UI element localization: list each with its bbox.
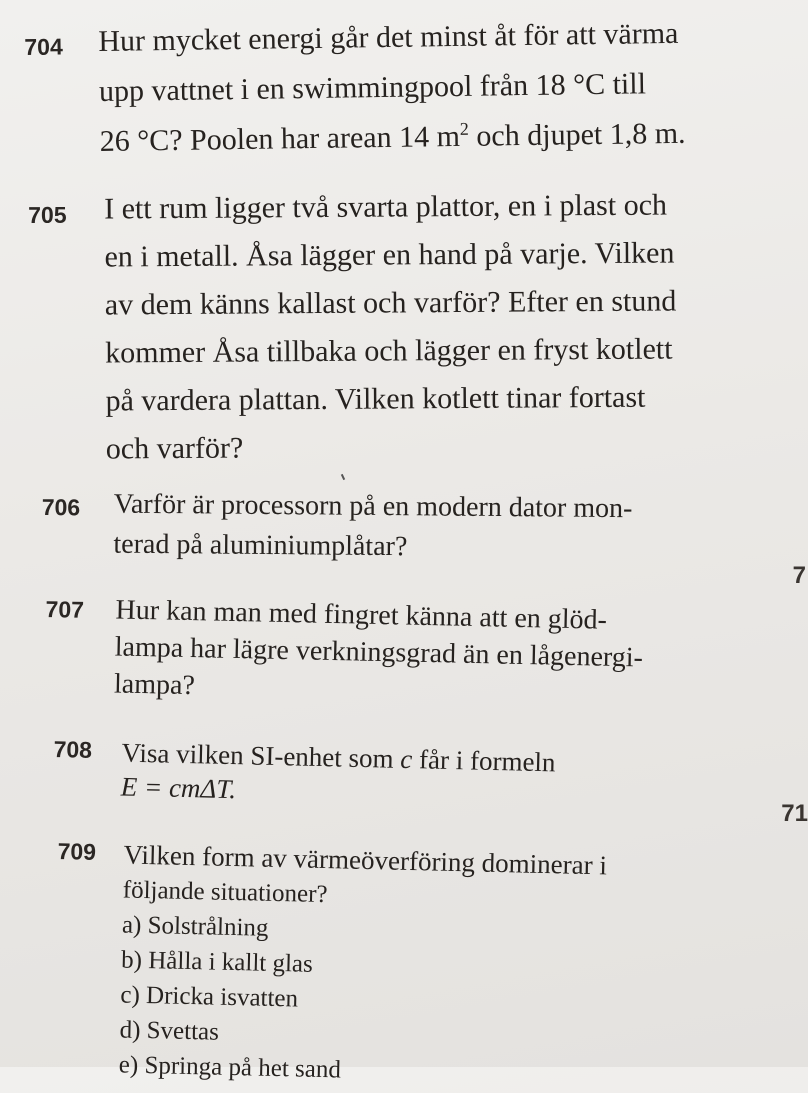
math-variable: c (400, 743, 413, 775)
problem-text-line: 26 °C? Poolen har arean 14 $m^2$ och djupet 1,8 m. (99, 116, 686, 158)
problem-number: 705 (28, 201, 67, 228)
problem-text-line: på vardera plattan. Vilken kotlett tinar fortast (105, 380, 646, 418)
problem-text-line: Visa vilken SI-enhet som c får i formeln (121, 737, 556, 778)
superscript: 2 (459, 118, 469, 139)
problem-number: 704 (24, 33, 63, 60)
problem-text-line: kommer Åsa tillbaka och lägger en fryst kotlett (105, 332, 673, 370)
problem-text-line: Varför är processorn på en modern dator mon- (113, 488, 633, 525)
list-item: b) Hålla i kallt glas (120, 946, 314, 978)
problem-text-line: en i metall. Åsa lägger en hand på varje. Vilken (104, 236, 675, 274)
margin-number: 7 (792, 562, 806, 589)
list-item: a) Solstrålning (121, 911, 269, 942)
problem-text-line: Vilken form av värmeöverföring dominerar i (123, 839, 608, 881)
ink-mark (341, 474, 345, 480)
problem-text-line: av dem känns kallast och varför? Efter en stund (104, 284, 677, 322)
problem-number: 706 (41, 493, 81, 521)
problem-text-line: och varför? (105, 431, 244, 466)
problem-text-line: I ett rum ligger två svarta plattor, en i plast och (104, 188, 668, 226)
problem-text-line: lampa har lägre verkningsgrad än en lågenergi- (114, 631, 644, 674)
margin-number: 71 (781, 800, 808, 827)
problem-text-line: Hur mycket energi går det minst åt för att värma (98, 16, 679, 58)
problem-number: 707 (45, 595, 85, 623)
list-item: c) Dricka isvatten (120, 981, 299, 1013)
formula: E = cmΔT. (120, 771, 237, 805)
problem-text-line: terad på aluminiumplåtar? (113, 528, 408, 563)
problem-text-line: upp vattnet i en swimmingpool från 18 °C till (98, 67, 647, 108)
problem-number: 708 (53, 735, 93, 763)
list-item: d) Svettas (119, 1016, 220, 1046)
problem-text-line: lampa? (113, 668, 196, 702)
problem-text-line: följande situationer? (122, 876, 328, 909)
list-item: e) Springa på het sand (118, 1051, 342, 1084)
problem-text-line: Hur kan man med fingret känna att en glöd- (115, 594, 608, 636)
problem-number: 709 (57, 837, 97, 865)
